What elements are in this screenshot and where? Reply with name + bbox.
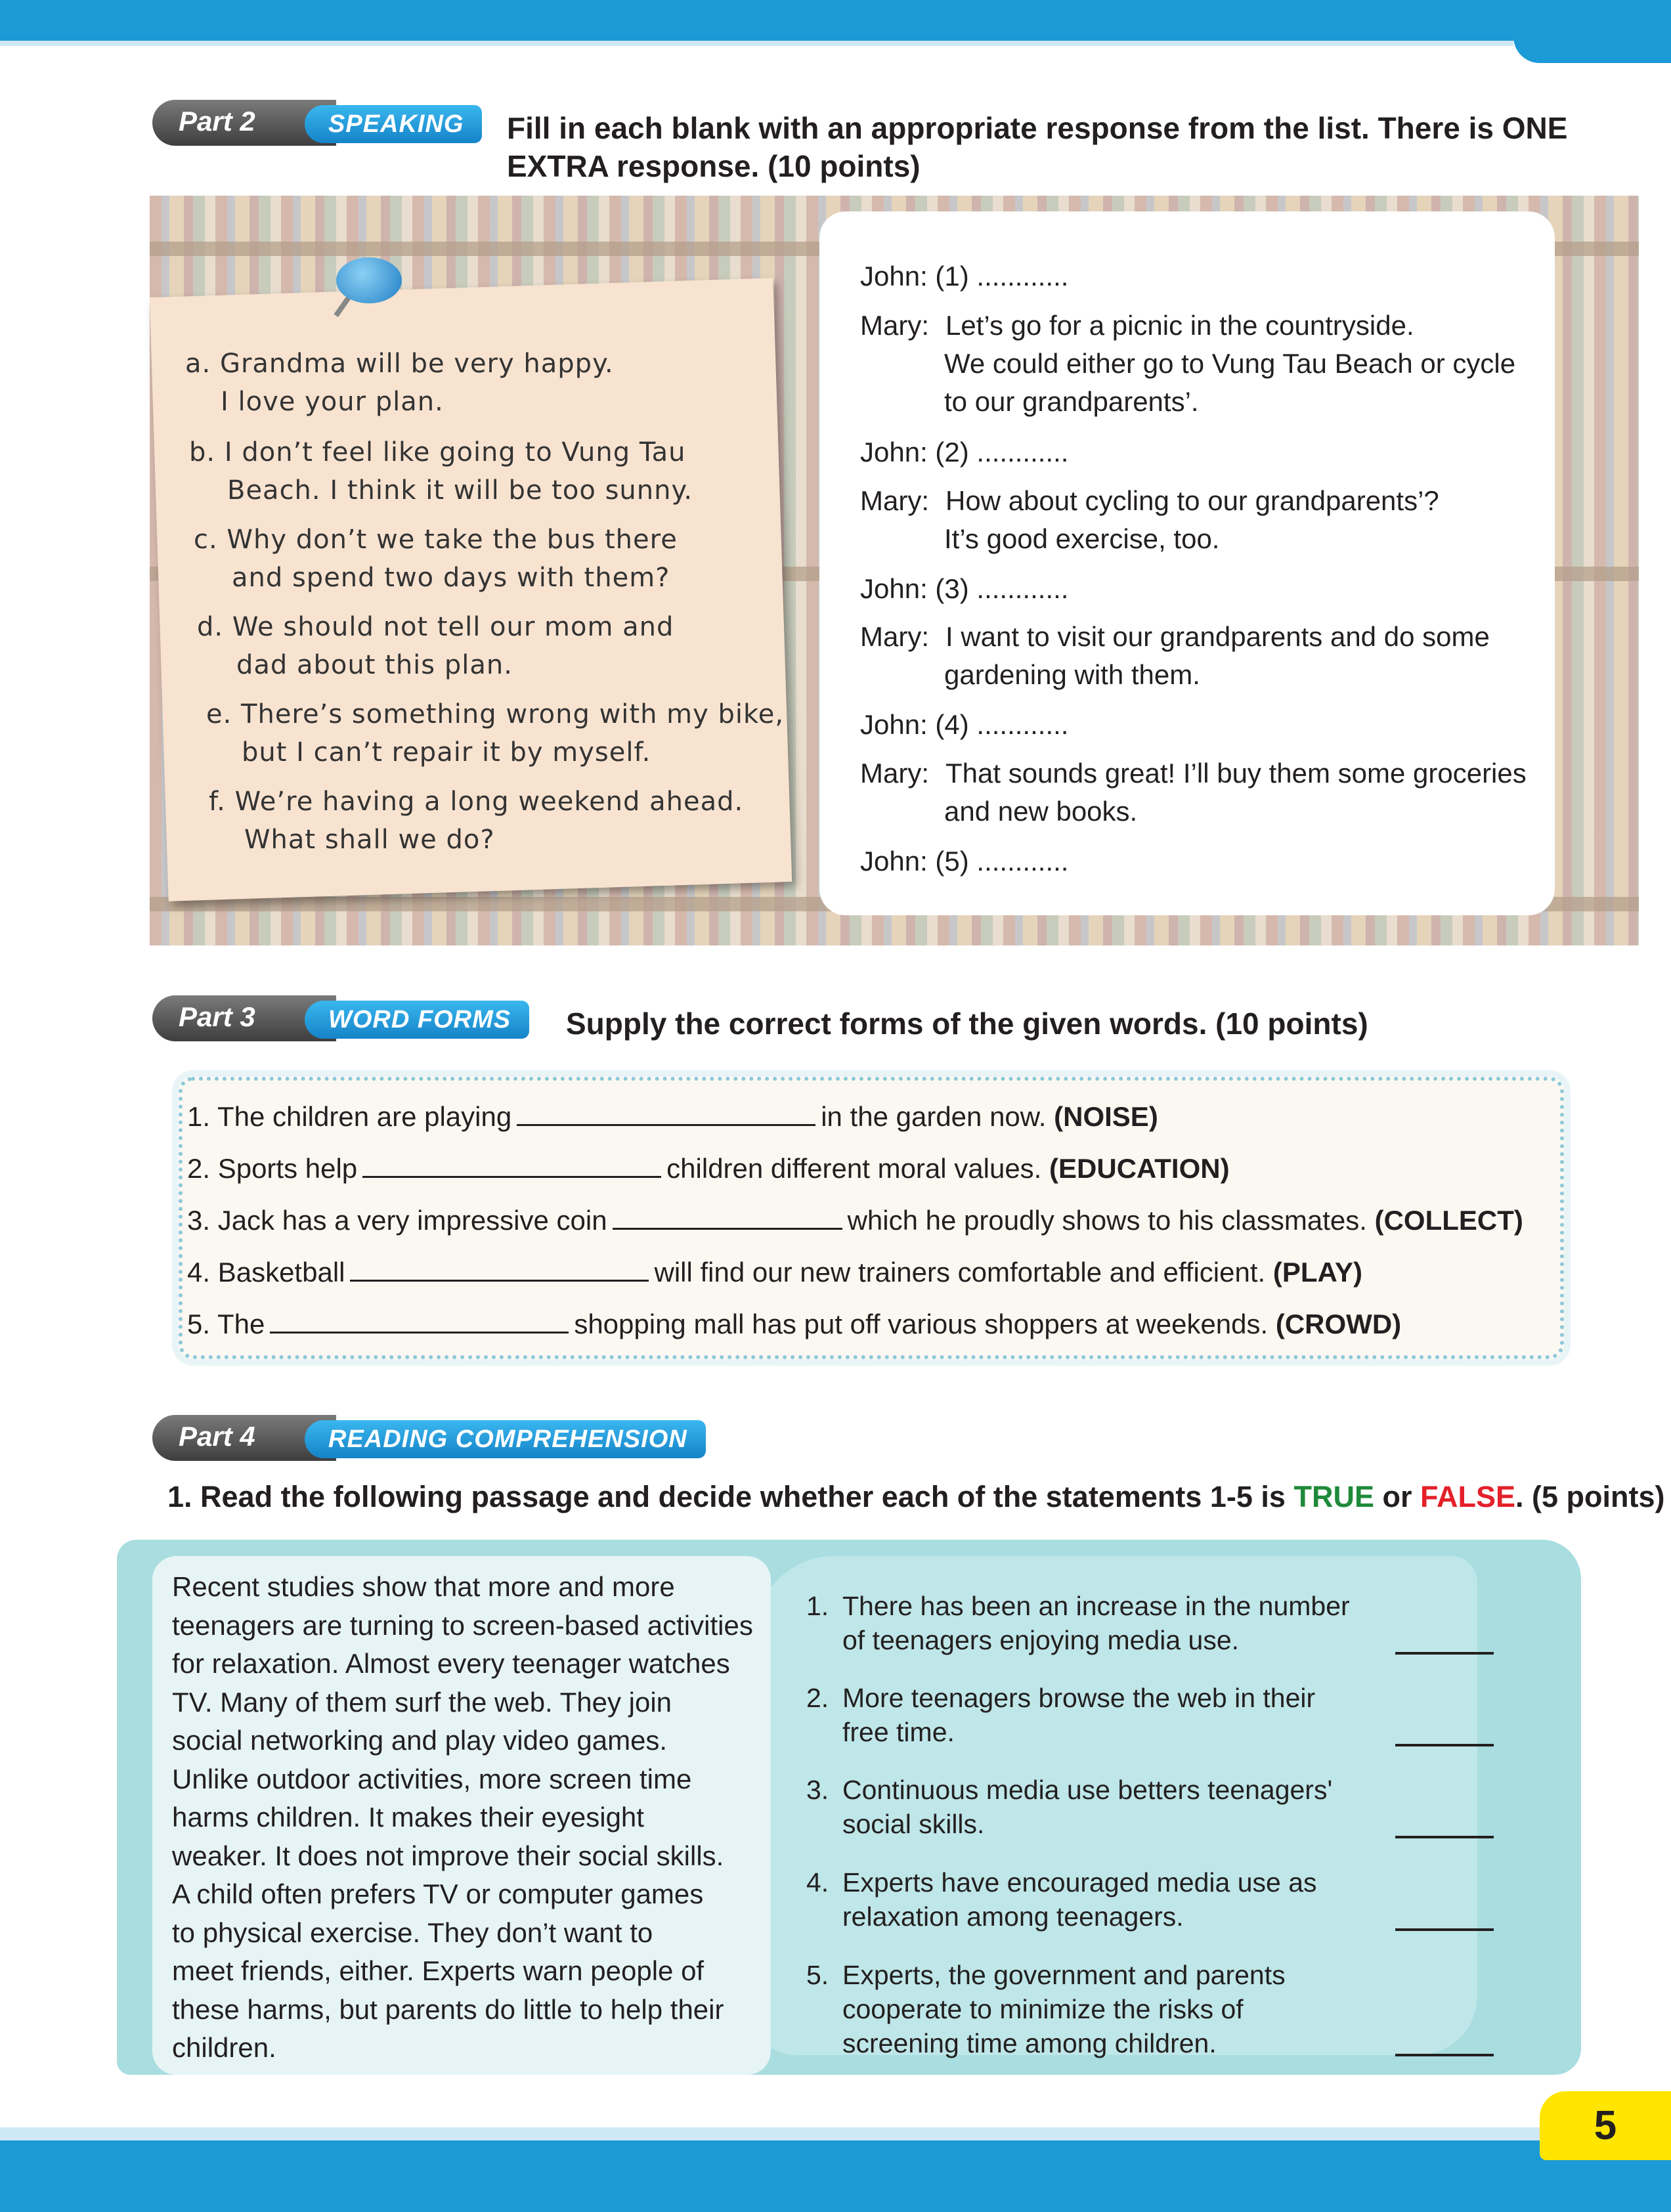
bottom-band-light xyxy=(0,2127,1671,2140)
choice-line: b. I don’t feel like going to Vung Tau xyxy=(189,437,686,467)
statement-text: screening time among children. xyxy=(842,2028,1217,2058)
dialog-blank: (5) ............ xyxy=(935,846,1069,877)
answer-blank[interactable] xyxy=(362,1152,661,1178)
statement-text: Continuous media use betters teenagers' xyxy=(842,1775,1333,1805)
choice-line: a. Grandma will be very happy. xyxy=(185,349,614,379)
part2-header xyxy=(152,100,494,146)
answer-blank[interactable] xyxy=(1395,1744,1494,1746)
given-word: (COLLECT) xyxy=(1374,1205,1523,1236)
statement-number: 4. xyxy=(806,1867,829,1898)
bottom-band xyxy=(0,2140,1671,2212)
part2-instruction-line1: Fill in each blank with an appropriate response from the list. There is ONE xyxy=(507,111,1568,145)
false-word: FALSE xyxy=(1420,1480,1516,1513)
word-form-item-3 xyxy=(187,1202,1523,1240)
item-text: which he proudly shows to his classmates. xyxy=(847,1205,1367,1236)
passage-line: teenagers are turning to screen-based activities xyxy=(172,1609,753,1641)
choice-d xyxy=(197,608,674,684)
item-text: 5. The xyxy=(187,1309,265,1339)
item-text: 4. Basketball xyxy=(187,1257,345,1288)
part2-label: Part 2 xyxy=(152,100,336,146)
speaker-john: John: xyxy=(860,261,928,292)
answer-blank[interactable] xyxy=(1395,1928,1494,1931)
speaker-mary: Mary: xyxy=(860,485,929,516)
part3-instruction: Supply the correct forms of the given words. (10 points) xyxy=(566,1007,1368,1041)
dialog-line-2 xyxy=(860,307,1515,421)
passage-line: to physical exercise. They don’t want to xyxy=(172,1917,653,1948)
speaker-john: John: xyxy=(860,437,928,467)
choice-line: What shall we do? xyxy=(244,825,495,855)
instruction-text: 1. Read the following passage and decide whether each of the statements 1-5 is xyxy=(167,1480,1286,1513)
statement-text: of teenagers enjoying media use. xyxy=(842,1625,1240,1655)
dialog-line-9 xyxy=(860,842,1068,880)
item-text: 3. Jack has a very impressive coin xyxy=(187,1205,607,1236)
passage-line: children. xyxy=(172,2032,276,2063)
dialog-line-3 xyxy=(860,433,1068,471)
statement-number: 5. xyxy=(806,1960,829,1990)
given-word: (CROWD) xyxy=(1275,1309,1402,1339)
statement-3 xyxy=(806,1773,1384,1841)
choice-line: d. We should not tell our mom and xyxy=(197,612,674,642)
choice-line: e. There’s something wrong with my bike, xyxy=(206,699,785,729)
dialog-text: It’s good exercise, too. xyxy=(944,523,1220,554)
dialog-line-8 xyxy=(860,754,1527,831)
statement-1 xyxy=(806,1589,1384,1657)
answer-blank[interactable] xyxy=(517,1100,815,1126)
item-text: shopping mall has put off various shoppers at weekends. xyxy=(574,1309,1269,1339)
speaker-mary: Mary: xyxy=(860,621,929,652)
word-form-item-2 xyxy=(187,1150,1230,1188)
dialog-text: gardening with them. xyxy=(944,659,1200,690)
top-band-light xyxy=(0,41,1513,46)
choice-f xyxy=(209,783,743,859)
part2-tag: SPEAKING xyxy=(305,105,482,143)
choice-a xyxy=(185,345,614,421)
dialog-text: That sounds great! I’ll buy them some groceries xyxy=(945,758,1527,789)
passage-line: weaker. It does not improve their social skills. xyxy=(172,1840,724,1871)
part4-tag: READING COMPREHENSION xyxy=(305,1420,706,1458)
speaker-mary: Mary: xyxy=(860,310,929,341)
answer-blank[interactable] xyxy=(350,1255,649,1282)
dialog-blank: (3) ............ xyxy=(935,573,1069,604)
dialog-text: I want to visit our grandparents and do some xyxy=(945,621,1490,652)
answer-blank[interactable] xyxy=(1395,1836,1494,1838)
choice-e xyxy=(206,695,784,771)
statement-number: 2. xyxy=(806,1683,829,1713)
part4-header xyxy=(152,1415,730,1461)
given-word: (EDUCATION) xyxy=(1049,1153,1230,1184)
statement-text: Experts have encouraged media use as xyxy=(842,1867,1317,1898)
passage-line: social networking and play video games. xyxy=(172,1725,668,1756)
word-form-item-4 xyxy=(187,1253,1362,1291)
statement-text: Experts, the government and parents xyxy=(842,1960,1286,1990)
statement-text: free time. xyxy=(842,1717,955,1747)
speaker-john: John: xyxy=(860,846,928,877)
part2-instruction-line2: EXTRA response. (10 points) xyxy=(507,149,921,183)
dialog-blank: (2) ............ xyxy=(935,437,1069,467)
choice-line: dad about this plan. xyxy=(236,650,513,680)
word-form-item-5 xyxy=(187,1305,1401,1343)
dialog-text: Let’s go for a picnic in the countryside. xyxy=(945,310,1414,341)
statement-number: 3. xyxy=(806,1775,829,1805)
passage-line: Recent studies show that more and more xyxy=(172,1571,675,1602)
statement-5 xyxy=(806,1958,1384,2060)
page-number: 5 xyxy=(1540,2091,1671,2160)
dialog-text: to our grandparents’. xyxy=(944,386,1199,417)
instruction-suffix: . (5 points) xyxy=(1515,1480,1665,1513)
choice-line: I love your plan. xyxy=(221,387,444,417)
statement-2 xyxy=(806,1681,1384,1749)
passage-line: harms children. It makes their eyesight xyxy=(172,1802,644,1832)
choice-c xyxy=(194,521,678,597)
item-text: 1. The children are playing xyxy=(187,1101,512,1132)
passage-line: these harms, but parents do little to help their xyxy=(172,1993,724,2025)
speaker-john: John: xyxy=(860,573,928,604)
dialog-blank: (4) ............ xyxy=(935,709,1069,740)
item-text: will find our new trainers comfortable and efficient. xyxy=(654,1257,1266,1288)
item-text: children different moral values. xyxy=(666,1153,1042,1184)
push-pin-icon xyxy=(336,257,402,303)
passage-line: TV. Many of them surf the web. They join xyxy=(172,1686,672,1718)
top-band-tab xyxy=(1513,33,1671,63)
answer-blank[interactable] xyxy=(1395,1652,1494,1655)
choice-b xyxy=(189,433,693,510)
part3-label: Part 3 xyxy=(152,995,336,1041)
choice-line: and spend two days with them? xyxy=(232,563,670,593)
dialog-line-1 xyxy=(860,257,1068,295)
answer-blank[interactable] xyxy=(613,1204,842,1230)
part3-header xyxy=(152,995,546,1041)
speaker-mary: Mary: xyxy=(860,758,929,789)
statement-4 xyxy=(806,1865,1384,1934)
statement-text: More teenagers browse the web in their xyxy=(842,1683,1316,1713)
speaker-john: John: xyxy=(860,709,928,740)
answer-blank[interactable] xyxy=(270,1307,569,1334)
passage-line: Unlike outdoor activities, more screen time xyxy=(172,1763,692,1794)
dialog-blank: (1) ............ xyxy=(935,261,1069,292)
given-word: (NOISE) xyxy=(1054,1101,1158,1132)
passage-line: for relaxation. Almost every teenager watches xyxy=(172,1648,730,1679)
statement-text: relaxation among teenagers. xyxy=(842,1901,1184,1932)
part4-label: Part 4 xyxy=(152,1415,336,1461)
dialog-line-4 xyxy=(860,482,1439,558)
item-text: 2. Sports help xyxy=(187,1153,358,1184)
dialog-line-7 xyxy=(860,706,1068,744)
dialog-line-5 xyxy=(860,570,1068,608)
dialog-text: How about cycling to our grandparents’? xyxy=(945,485,1439,516)
given-word: (PLAY) xyxy=(1272,1257,1362,1288)
statement-text: cooperate to minimize the risks of xyxy=(842,1994,1244,2024)
answer-blank[interactable] xyxy=(1395,2054,1494,2056)
statement-text: There has been an increase in the number xyxy=(842,1591,1350,1621)
passage-line: A child often prefers TV or computer games xyxy=(172,1878,704,1909)
statement-text: social skills. xyxy=(842,1809,985,1839)
passage-line: meet friends, either. Experts warn people of xyxy=(172,1955,705,1986)
choice-line: but I can’t repair it by myself. xyxy=(242,737,651,768)
choice-line: Beach. I think it will be too sunny. xyxy=(227,475,693,506)
top-band xyxy=(0,0,1671,41)
word-form-item-1 xyxy=(187,1098,1158,1136)
dialog-text: and new books. xyxy=(944,796,1138,827)
choice-line: f. We’re having a long weekend ahead. xyxy=(209,787,744,817)
reading-passage xyxy=(172,1568,763,2068)
choice-line: c. Why don’t we take the bus there xyxy=(194,525,678,555)
statement-number: 1. xyxy=(806,1591,829,1621)
true-word: TRUE xyxy=(1293,1480,1374,1513)
or-word: or xyxy=(1382,1480,1412,1513)
dialog-line-6 xyxy=(860,618,1490,694)
dialog-text: We could either go to Vung Tau Beach or cycle xyxy=(944,348,1516,379)
item-text: in the garden now. xyxy=(821,1101,1047,1132)
part3-tag: WORD FORMS xyxy=(305,1001,529,1039)
reading-instruction xyxy=(167,1477,1665,1517)
